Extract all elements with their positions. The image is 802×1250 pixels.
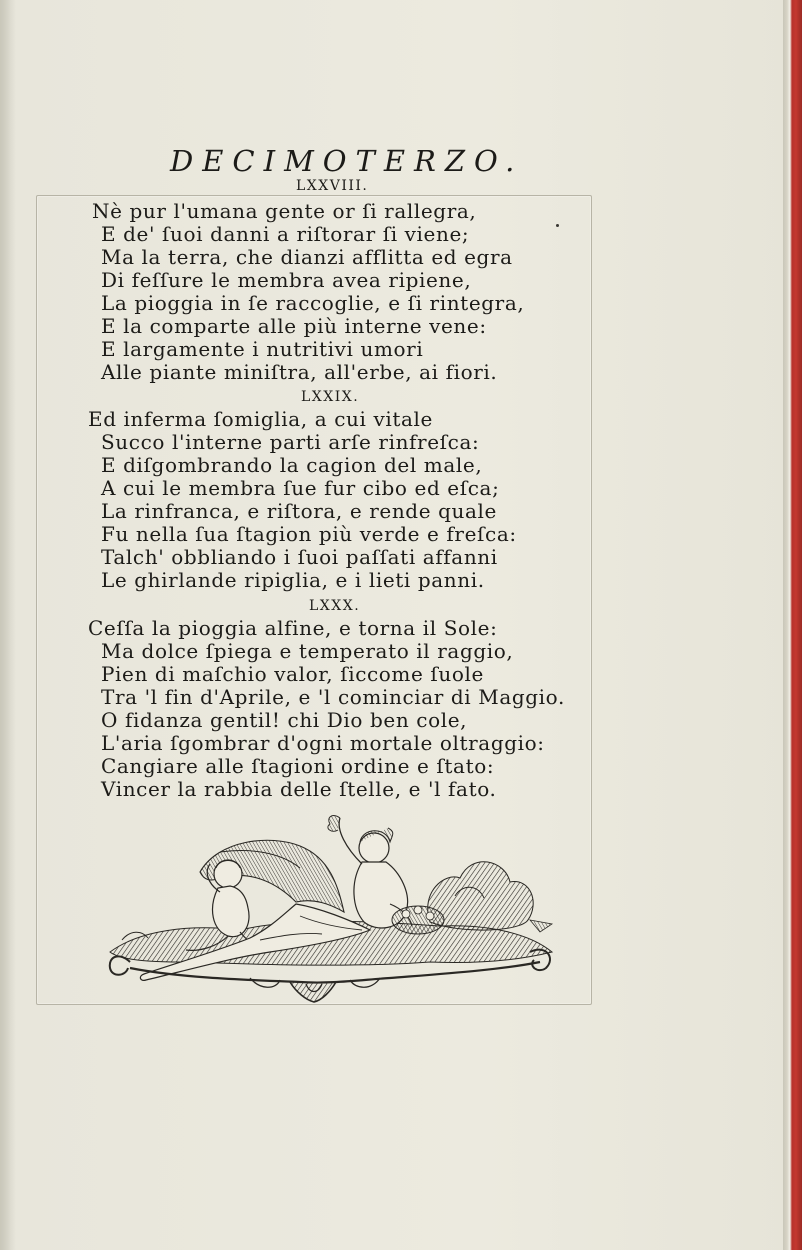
verse-line: L'aria ſgombrar d'ogni mortale oltraggio: [101, 731, 545, 755]
stanza-number: LXXVIII. [296, 178, 369, 194]
flower-cluster [392, 906, 444, 934]
verse-line: Di feſſure le membra avea ripiene, [101, 268, 472, 292]
verse-line: Le ghirlande ripiglia, e i lieti panni. [101, 568, 485, 592]
verse-line: E diſgombrando la cagion del male, [101, 453, 483, 477]
verse-line: Cangiare alle ſtagioni ordine e ſtato: [101, 754, 495, 778]
verse-line: Ma dolce ſpiega e temperato il raggio, [101, 639, 514, 663]
ink-speck [556, 224, 559, 227]
stanza-number: LXXX. [309, 598, 361, 614]
verse-line: Vincer la rabbia delle ſtelle, e 'l fato. [101, 777, 497, 801]
verse-line: E la comparte alle più interne vene: [101, 314, 487, 338]
verse-line: Succo l'interne parti arſe rinfreſca: [101, 430, 480, 454]
verse-line: E de' ſuoi danni a riſtorar ſi viene; [101, 222, 470, 246]
verse-line: Ed inferma ſomiglia, a cui vitale [88, 407, 433, 431]
verse-line: Nè pur l'umana gente or ſi rallegra, [92, 199, 477, 223]
stanza-number: LXXIX. [301, 389, 360, 405]
gutter-shadow [0, 0, 16, 1250]
verse-line: Talch' obbliando i ſuoi paſſati affanni [101, 545, 498, 569]
verse-line: La pioggia in ſe raccoglie, e ſi rintegra, [101, 291, 525, 315]
verse-line: E largamente i nutritivi umori [101, 337, 424, 361]
verse-line: Ma la terra, che dianzi afflitta ed egra [101, 245, 513, 269]
verse-line: O fidanza gentil! chi Dio ben cole, [101, 708, 468, 732]
verse-line: Pien di maſchio valor, ſiccome ſuole [101, 662, 484, 686]
verse-line: A cui le membra ſue fur cibo ed eſca; [101, 476, 500, 500]
verse-line: Fu nella ſua ſtagion più verde e freſca: [101, 522, 517, 546]
engraved-vignette-illustration [100, 812, 560, 1004]
verse-line: Tra 'l fin d'Aprile, e 'l cominciar di Maggio. [101, 685, 565, 709]
verse-line: Ceſſa la pioggia alfine, e torna il Sole: [88, 616, 498, 640]
page-title: DECIMOTERZO. [170, 144, 524, 178]
verse-line: La rinfranca, e riſtora, e rende quale [101, 499, 497, 523]
trees [428, 862, 552, 932]
verse-line: Alle piante miniſtra, all'erbe, ai fiori. [101, 360, 498, 384]
red-page-edge [783, 0, 802, 1250]
